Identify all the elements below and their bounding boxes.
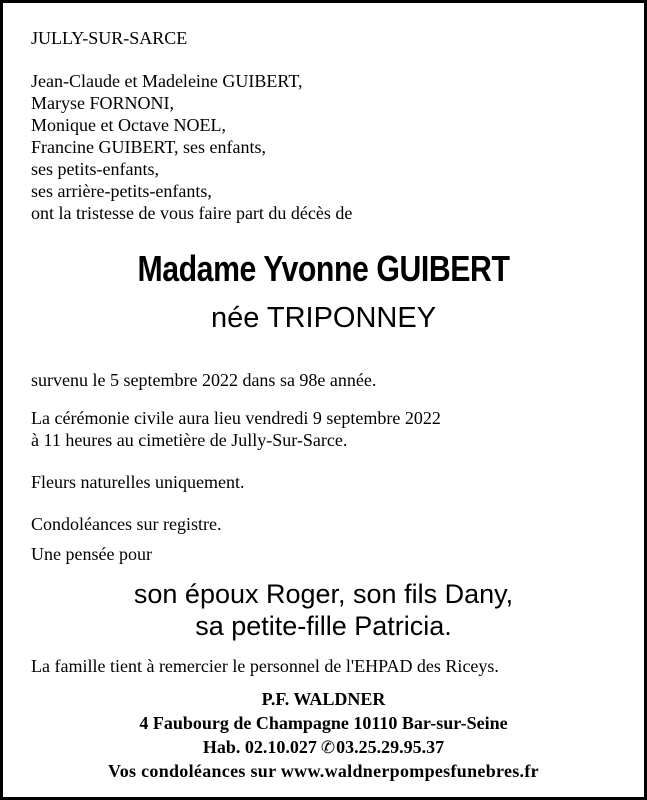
family-line: Monique et Octave NOEL,: [31, 115, 226, 135]
funeral-home-address: 4 Faubourg de Champagne 10110 Bar-sur-Seine: [139, 713, 508, 733]
family-line: Maryse FORNONI,: [31, 93, 174, 113]
thanks-line: La famille tient à remercier le personnel de l'EHPAD des Riceys.: [31, 656, 499, 676]
deceased-name: Madame Yvonne GUIBERT: [137, 248, 510, 289]
ceremony-line-1: La cérémonie civile aura lieu vendredi 9 septembre 2022: [31, 408, 441, 428]
death-date-line: survenu le 5 septembre 2022 dans sa 98e année.: [31, 370, 377, 390]
funeral-home-name: P.F. WALDNER: [261, 689, 386, 709]
license-number: Hab. 02.10.027: [202, 737, 317, 757]
announcement-line: ont la tristesse de vous faire part du décès de: [31, 203, 353, 223]
phone-icon: ✆: [320, 738, 336, 758]
family-line: Francine GUIBERT, ses enfants,: [31, 137, 267, 157]
family-line: Jean-Claude et Madeleine GUIBERT,: [31, 71, 303, 91]
flowers-note: Fleurs naturelles uniquement.: [31, 472, 245, 492]
family-line: ses arrière-petits-enfants,: [31, 181, 212, 201]
maiden-name: née TRIPONNEY: [210, 302, 437, 334]
phone-number: 03.25.29.95.37: [336, 737, 445, 757]
condolences-note: Condoléances sur registre.: [31, 514, 222, 534]
town-name: JULLY-SUR-SARCE: [31, 28, 188, 48]
ceremony-line-2: à 11 heures au cimetière de Jully-Sur-Sarce.: [31, 430, 348, 450]
thought-intro: Une pensée pour: [31, 544, 152, 564]
funeral-home-contact: [3, 735, 644, 760]
tribute-line-1: son époux Roger, son fils Dany,: [133, 579, 514, 609]
website-line: Vos condoléances sur www.waldnerpompesfunebres.fr: [108, 761, 539, 781]
tribute-line-2: sa petite-fille Patricia.: [195, 611, 452, 641]
family-line: ses petits-enfants,: [31, 159, 159, 179]
family-list: [31, 70, 352, 224]
